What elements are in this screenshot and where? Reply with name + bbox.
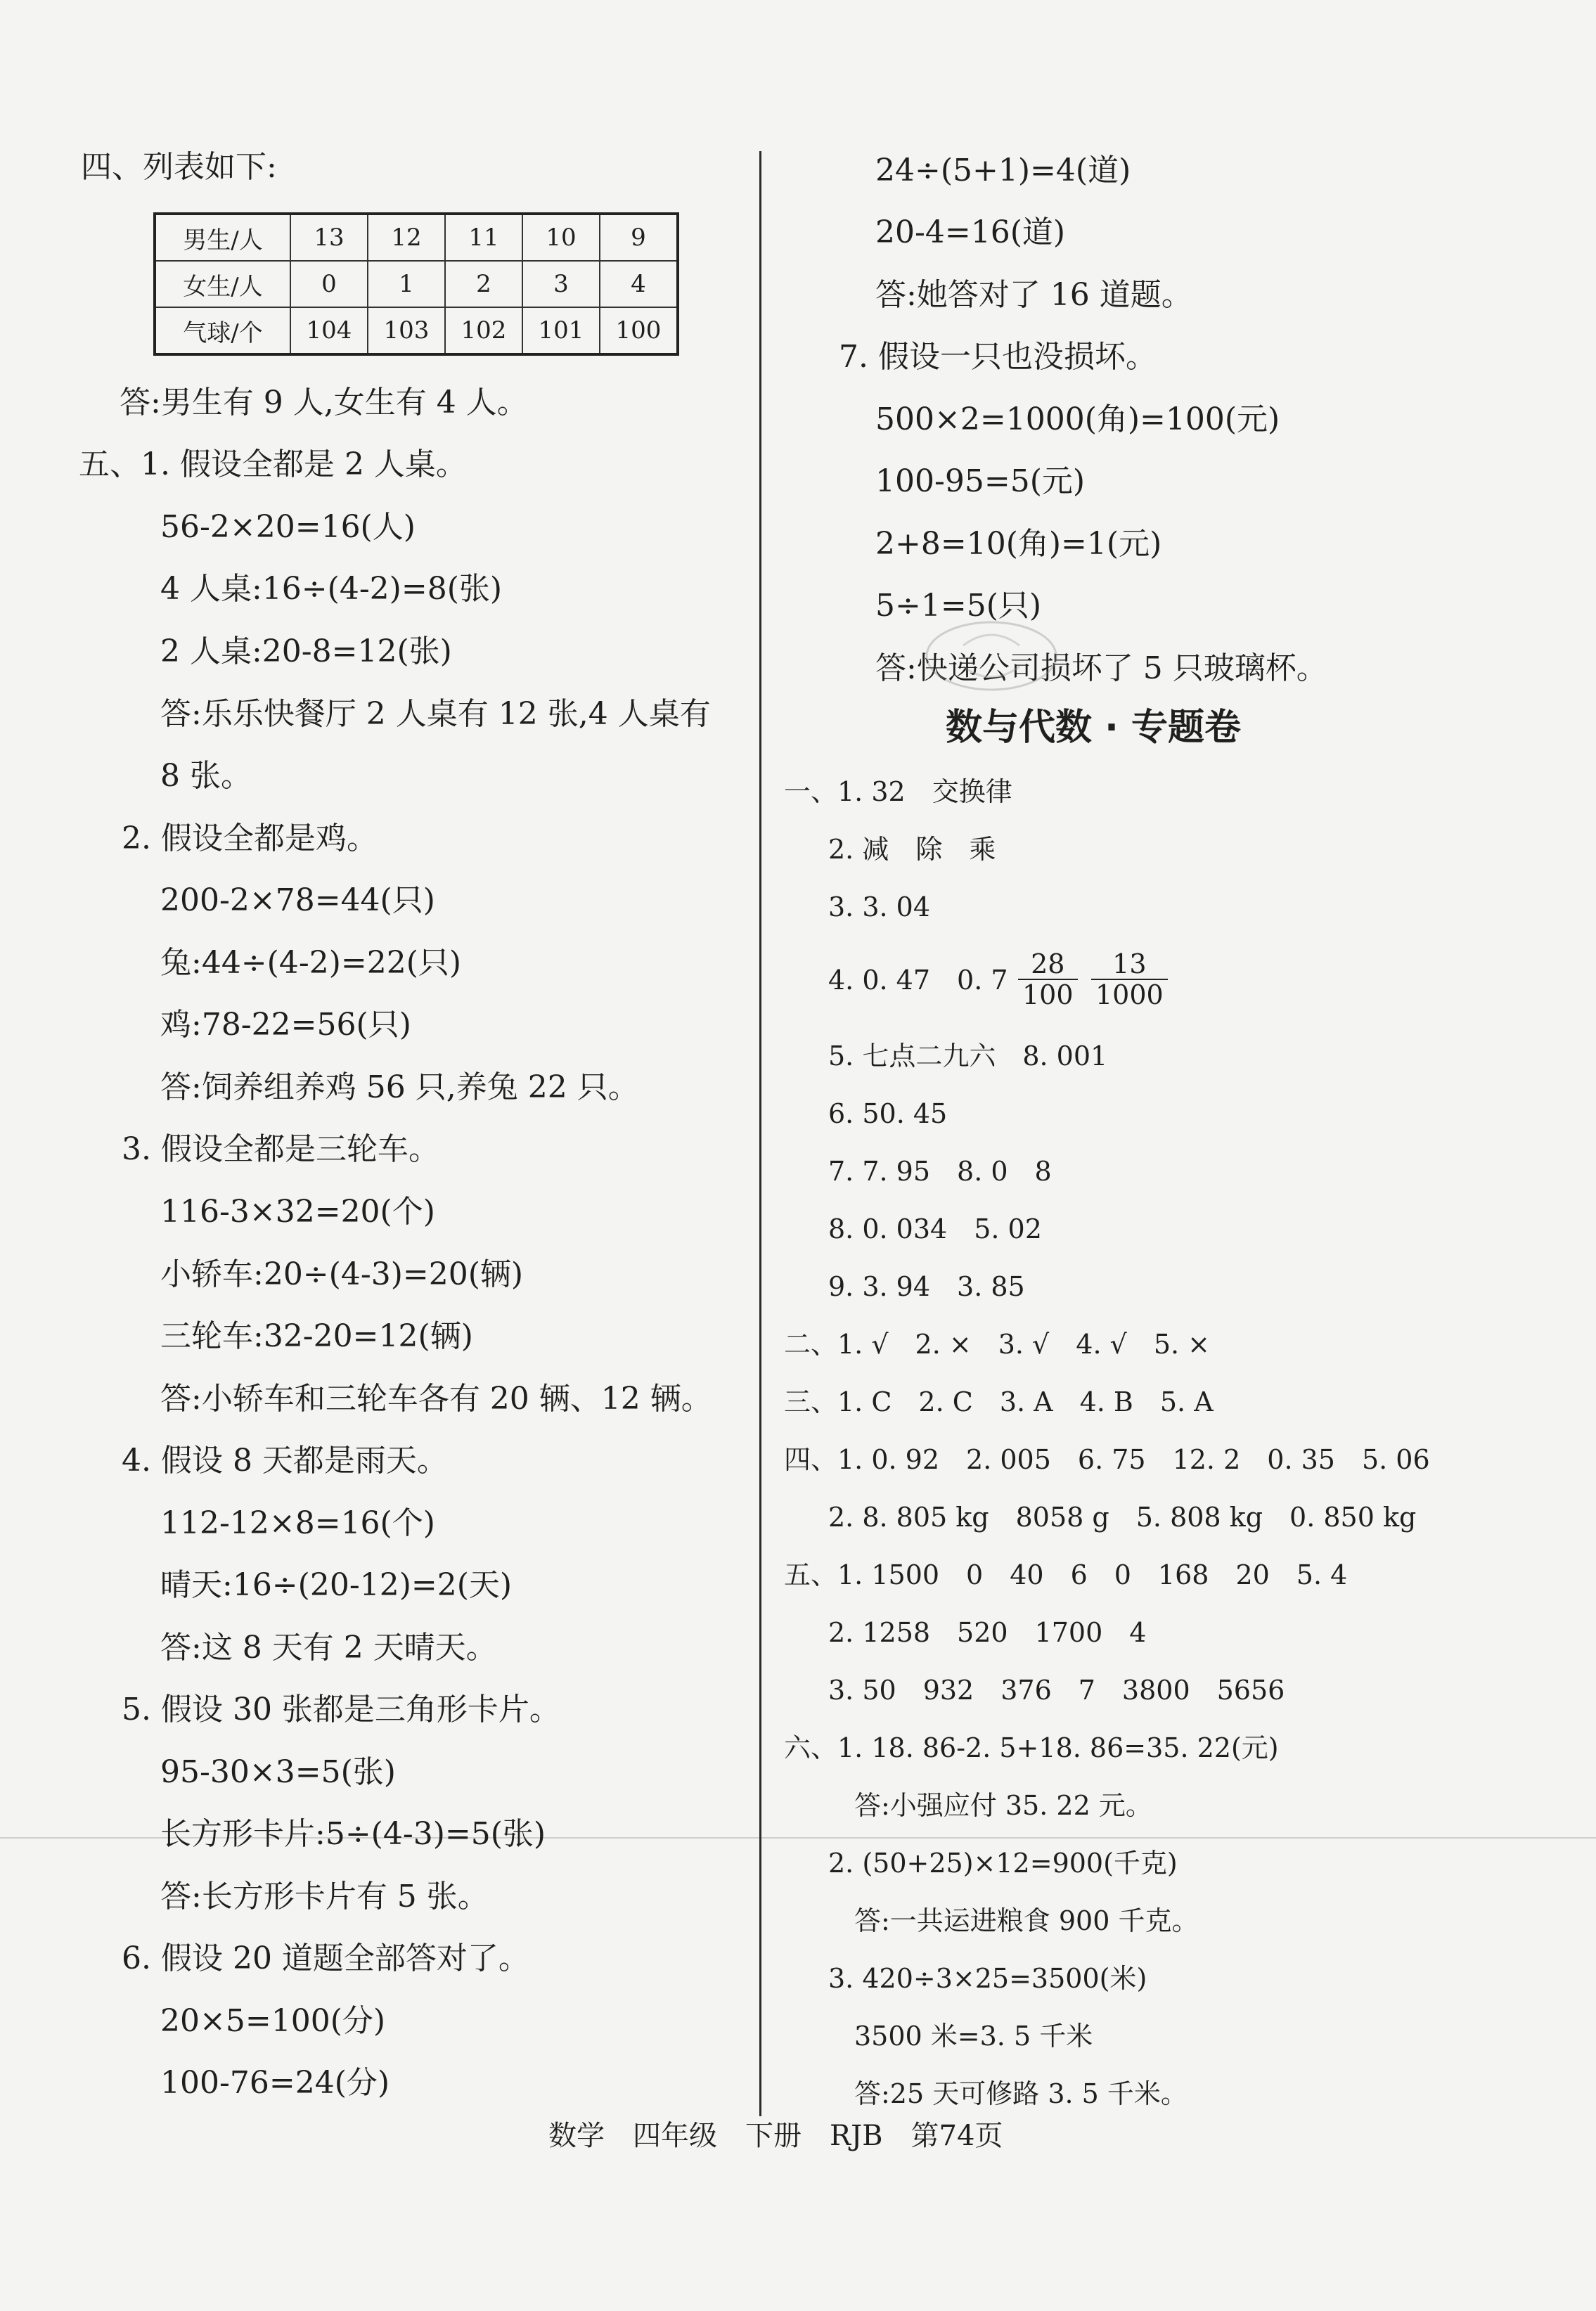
table-cell: 12: [368, 214, 445, 261]
table-row: [155, 214, 678, 261]
equation-line: 兔:44÷(4-2)=22(只): [160, 945, 462, 981]
equation-line: 95-30×3=5(张): [160, 1754, 396, 1790]
section-five-item-1: 五、1. 假设全都是 2 人桌。: [79, 446, 467, 482]
fraction-numerator: 13: [1091, 949, 1168, 980]
table-cell: 103: [368, 307, 445, 354]
row-label: 气球/个: [155, 307, 290, 354]
answer-line: 答:饲养组养鸡 56 只,养兔 22 只。: [160, 1069, 639, 1105]
answer-line: 答:乐乐快餐厅 2 人桌有 12 张,4 人桌有: [160, 696, 711, 732]
equation-line: 长方形卡片:5÷(4-3)=5(张): [160, 1816, 546, 1852]
table-cell: 102: [445, 307, 522, 354]
answer-line: 2. (50+25)×12=900(千克): [828, 1848, 1178, 1879]
equation-line: 200-2×78=44(只): [160, 882, 435, 918]
equation-line: 56-2×20=16(人): [160, 509, 416, 545]
equation-line: 晴天:16÷(20-12)=2(天): [160, 1567, 513, 1603]
equation-line: 20×5=100(分): [160, 2003, 386, 2039]
answer-line: 9. 3. 94 3. 85: [828, 1271, 1025, 1302]
item-heading: 6. 假设 20 道题全部答对了。: [122, 1940, 529, 1976]
equation-line: 112-12×8=16(个): [160, 1505, 435, 1541]
table-cell: 104: [290, 307, 368, 354]
answer-line: 5. 七点二九六 8. 001: [828, 1041, 1108, 1071]
answer-line: 答:一共运进粮食 900 千克。: [854, 1905, 1199, 1936]
fraction-28-100: [1018, 949, 1078, 1010]
table-cell: 13: [290, 214, 368, 261]
table-cell: 1: [368, 261, 445, 307]
answer-line: 二、1. √ 2. × 3. √ 4. √ 5. ×: [784, 1329, 1210, 1360]
boys-girls-balloons-table: [153, 212, 679, 356]
table-cell: 11: [445, 214, 522, 261]
answer-line: 答:快递公司损坏了 5 只玻璃杯。: [875, 650, 1327, 686]
equation-line: 24÷(5+1)=4(道): [875, 153, 1131, 188]
answer-line: 8 张。: [160, 758, 252, 794]
fraction-numerator: 28: [1018, 949, 1078, 980]
answer-line: 6. 50. 45: [828, 1098, 948, 1129]
answer-line: 答:她答对了 16 道题。: [875, 277, 1192, 313]
equation-line: 小轿车:20÷(4-3)=20(辆): [160, 1256, 524, 1292]
row-label: 女生/人: [155, 261, 290, 307]
fraction-denominator: 1000: [1095, 979, 1164, 1010]
answer-line: 四、1. 0. 92 2. 005 6. 75 12. 2 0. 35 5. 06: [784, 1444, 1430, 1475]
answer-line: 答:长方形卡片有 5 张。: [160, 1879, 489, 1914]
watermark-stamp: [921, 617, 1062, 695]
section-heading: 数与代数 · 专题卷: [946, 707, 1241, 749]
equation-line: 116-3×32=20(个): [160, 1194, 435, 1230]
equation-line: 2 人桌:20-8=12(张): [160, 633, 452, 669]
answer-line: 答:男生有 9 人,女生有 4 人。: [120, 385, 528, 420]
table-cell: 4: [600, 261, 678, 307]
item-heading: 7. 假设一只也没损坏。: [839, 339, 1157, 375]
equation-line: 100-95=5(元): [875, 463, 1086, 499]
answer-line: 4. 0. 47 0. 7: [828, 965, 1008, 996]
item-heading: 4. 假设 8 天都是雨天。: [122, 1443, 448, 1479]
answer-line: 3500 米=3. 5 千米: [854, 2021, 1093, 2052]
answer-line: 答:小轿车和三轮车各有 20 辆、12 辆。: [160, 1381, 712, 1417]
fraction-13-1000: [1091, 949, 1168, 1010]
table-cell: 100: [600, 307, 678, 354]
answer-line: 六、1. 18. 86-2. 5+18. 86=35. 22(元): [784, 1732, 1279, 1763]
equation-line: 2+8=10(角)=1(元): [875, 526, 1162, 562]
answer-line: 答:这 8 天有 2 天晴天。: [160, 1630, 497, 1666]
answer-line: 3. 420÷3×25=3500(米): [828, 1963, 1147, 1994]
answer-line: 三、1. C 2. C 3. A 4. B 5. A: [784, 1386, 1214, 1417]
table-row: [155, 261, 678, 307]
item-heading: 3. 假设全都是三轮车。: [122, 1131, 439, 1167]
column-divider: [759, 151, 761, 2116]
answer-line: 答:小强应付 35. 22 元。: [854, 1790, 1152, 1821]
section-four-heading: 四、列表如下:: [81, 149, 277, 185]
equation-line: 三轮车:32-20=12(辆): [160, 1318, 473, 1354]
table-row: [155, 307, 678, 354]
equation-line: 5÷1=5(只): [875, 588, 1042, 624]
page-footer: 数学 四年级 下册 RJB 第74页: [548, 2120, 1003, 2152]
table-cell: 101: [522, 307, 600, 354]
answer-line: 2. 8. 805 kg 8058 g 5. 808 kg 0. 850 kg: [828, 1502, 1417, 1533]
row-label: 男生/人: [155, 214, 290, 261]
item-heading: 2. 假设全都是鸡。: [122, 820, 378, 856]
equation-line: 500×2=1000(角)=100(元): [875, 401, 1280, 437]
table-cell: 9: [600, 214, 678, 261]
table-cell: 2: [445, 261, 522, 307]
equation-line: 100-76=24(分): [160, 2065, 390, 2101]
answer-line: 答:25 天可修路 3. 5 千米。: [854, 2078, 1188, 2109]
table-cell: 10: [522, 214, 600, 261]
answer-line: 7. 7. 95 8. 0 8: [828, 1156, 1052, 1187]
answer-line: 五、1. 1500 0 40 6 0 168 20 5. 4: [784, 1559, 1348, 1590]
answer-line: 一、1. 32 交换律: [784, 776, 1012, 807]
equation-line: 20-4=16(道): [875, 214, 1066, 250]
item-heading: 5. 假设 30 张都是三角形卡片。: [122, 1692, 560, 1727]
answer-line: 2. 减 除 乘: [828, 834, 996, 865]
answer-line: 3. 50 932 376 7 3800 5656: [828, 1675, 1285, 1706]
fraction-denominator: 100: [1022, 979, 1074, 1010]
answer-line: 3. 3. 04: [828, 891, 931, 922]
table-cell: 3: [522, 261, 600, 307]
equation-line: 4 人桌:16÷(4-2)=8(张): [160, 571, 503, 607]
table-cell: 0: [290, 261, 368, 307]
equation-line: 鸡:78-22=56(只): [160, 1007, 411, 1043]
answer-line: 8. 0. 034 5. 02: [828, 1214, 1042, 1244]
answer-line: 2. 1258 520 1700 4: [828, 1617, 1147, 1648]
